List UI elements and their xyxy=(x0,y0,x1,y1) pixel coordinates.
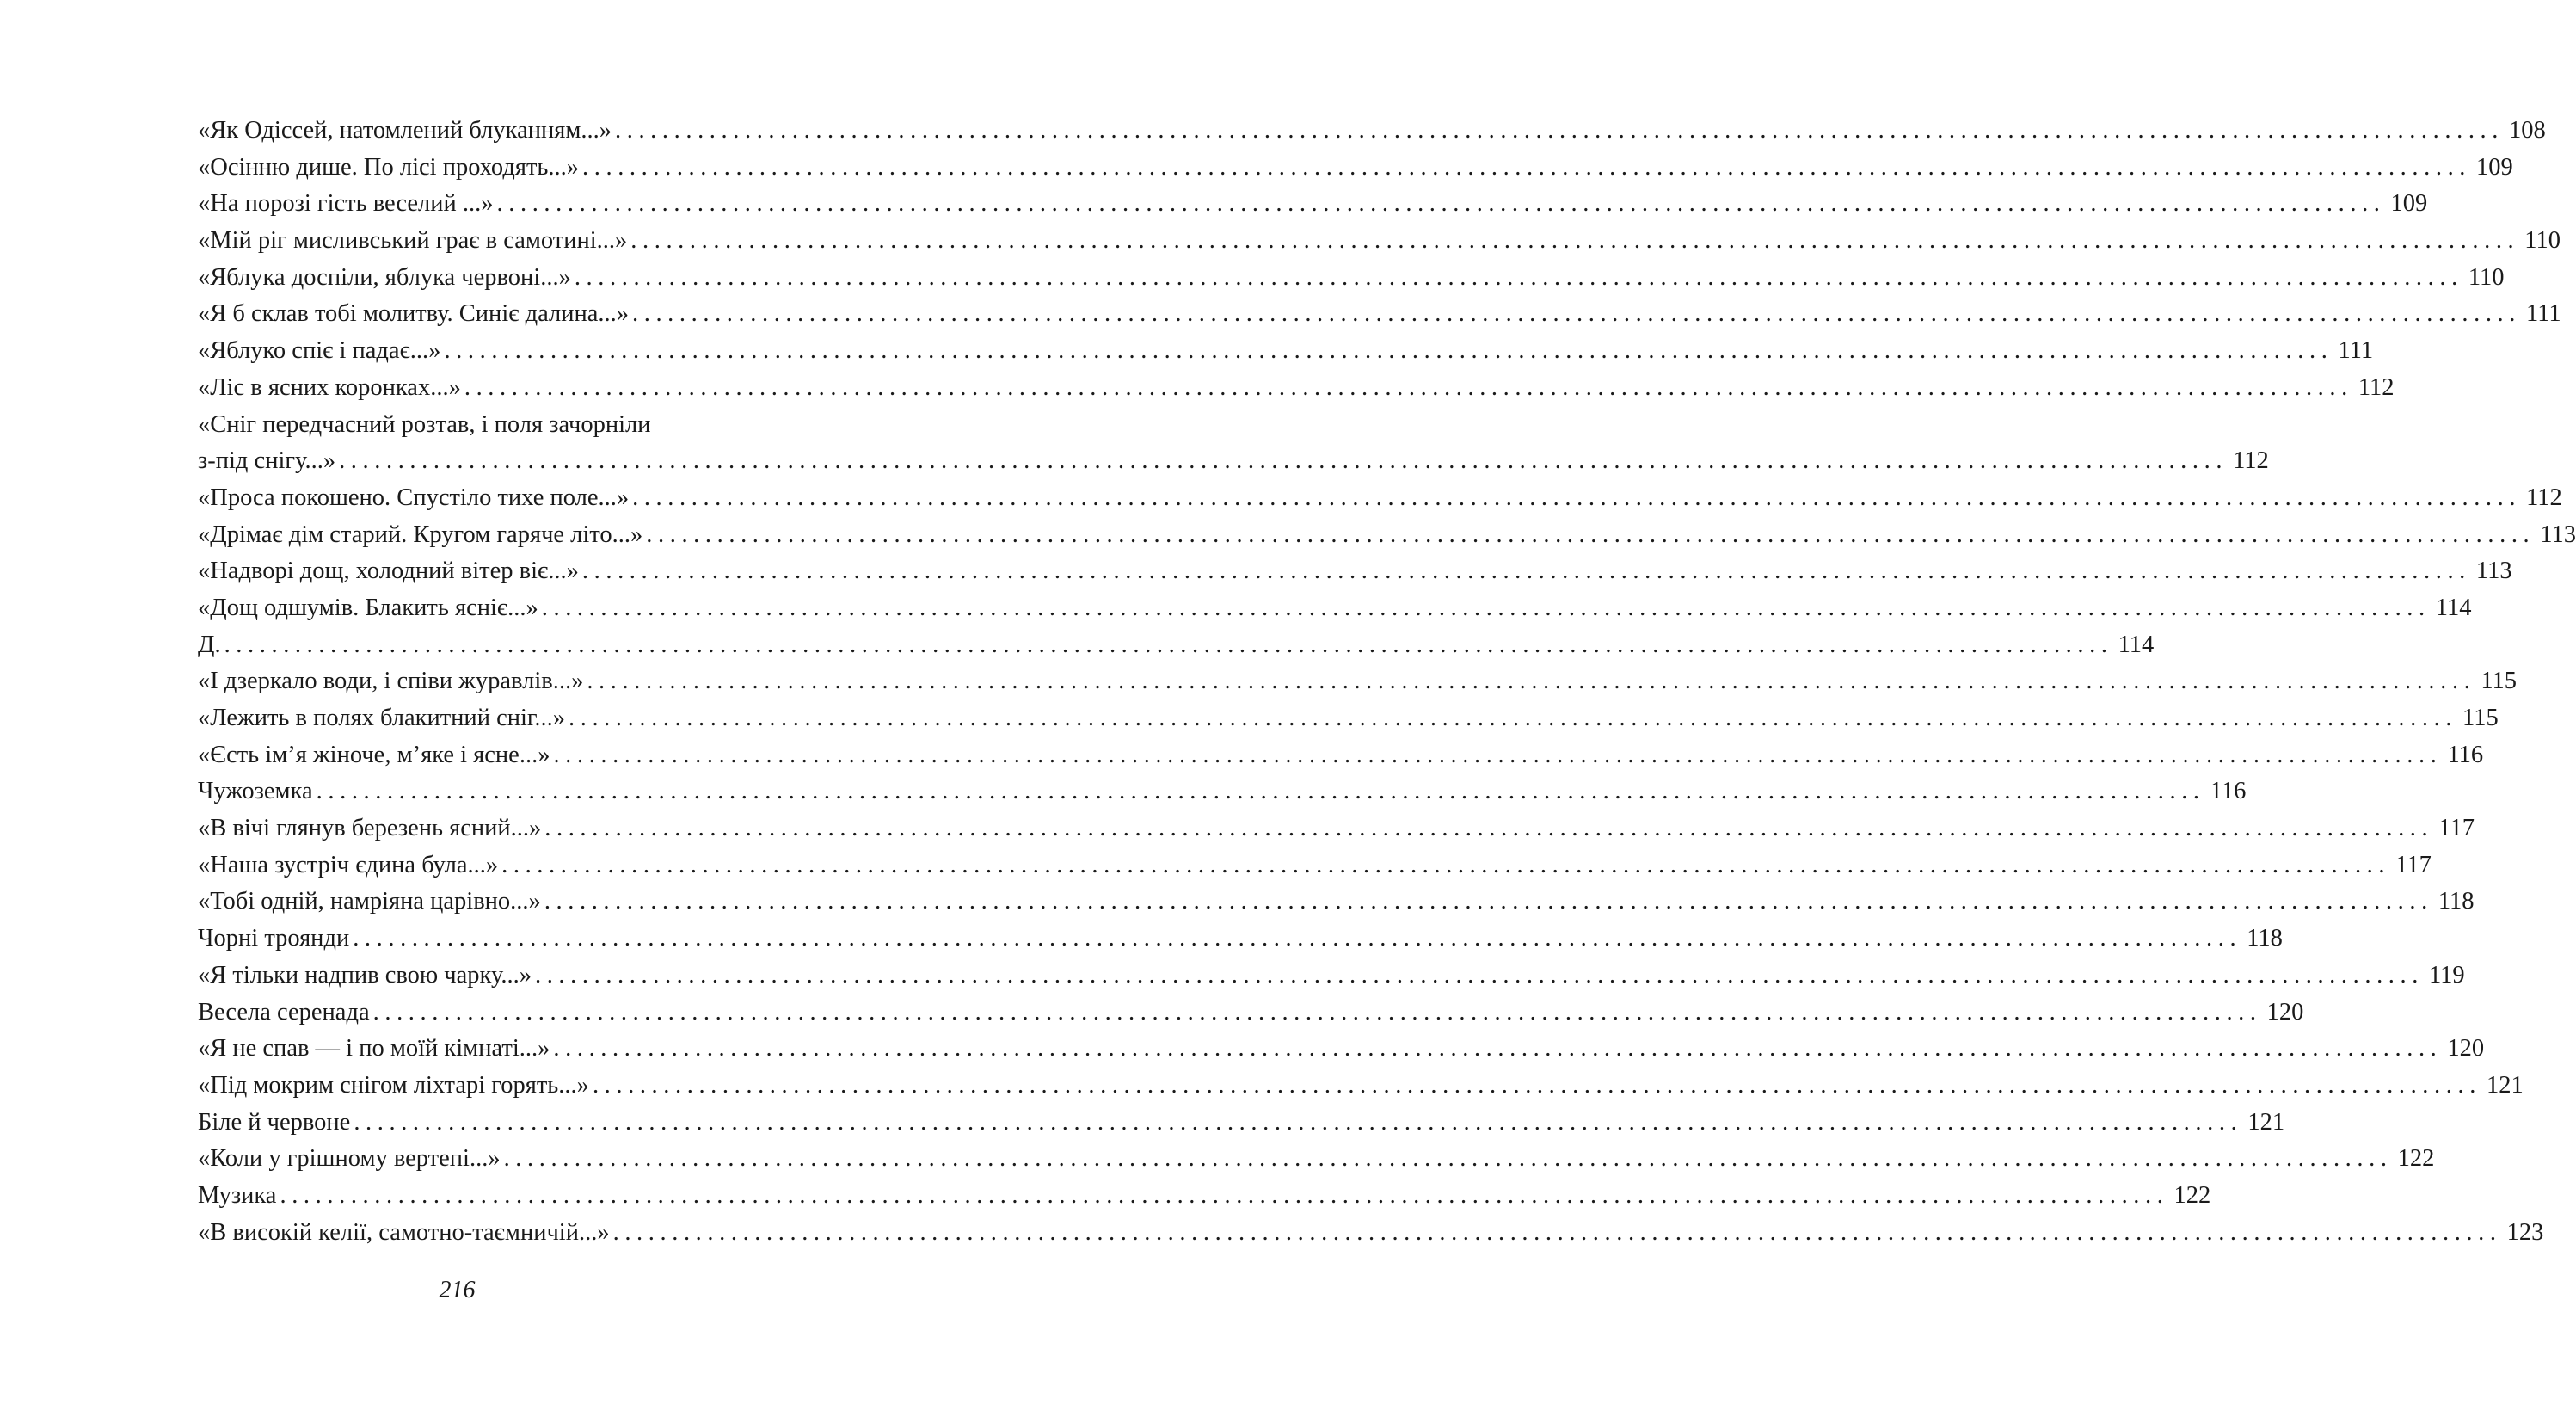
dot-leader: ................................................................................................................................................................ xyxy=(501,851,2391,878)
dot-leader: ................................................................................................................................................................ xyxy=(569,705,2457,731)
toc-entry-title: Д. xyxy=(198,631,221,658)
toc-entry-page: 112 xyxy=(2358,373,2395,401)
dot-leader: ................................................................................................................................................................ xyxy=(544,815,2434,842)
toc-entry-title: «В високій келії, самотно-таємничій...» xyxy=(198,1218,610,1246)
toc-entry-page: 108 xyxy=(2509,117,2546,144)
toc-entry xyxy=(198,590,2472,627)
toc-entry-title: Музика xyxy=(198,1181,277,1209)
toc-entry-title: «Я не спав — і по моїй кімнаті...» xyxy=(198,1035,550,1063)
toc-entry-page: 111 xyxy=(2338,337,2374,365)
toc-entry-title: «Осінню дише. По лісі проходять...» xyxy=(198,153,580,181)
toc-entry-title: «Як Одіссей, натомлений блуканням...» xyxy=(198,117,612,144)
dot-leader: ................................................................................................................................................................ xyxy=(646,521,2536,548)
toc-entry xyxy=(198,260,2505,297)
toc-entry xyxy=(198,517,2576,554)
toc-entry-page: 110 xyxy=(2524,227,2561,255)
toc-entry-page: 112 xyxy=(2526,484,2562,511)
toc-entry-page: 109 xyxy=(2390,190,2428,218)
toc-entry xyxy=(198,370,2395,407)
toc-entry-page: 113 xyxy=(2475,557,2512,585)
toc-entry-title: «Ліс в ясних коронках...» xyxy=(198,373,461,401)
toc-entry-title: «Я б склав тобі молитву. Синіє далина...» xyxy=(198,300,629,328)
toc-entry-page: 120 xyxy=(2447,1035,2485,1063)
toc-entry xyxy=(198,407,834,444)
table-of-contents xyxy=(198,113,2576,1251)
toc-entry-page: 111 xyxy=(2526,300,2561,328)
toc-entry-page: 119 xyxy=(2428,961,2465,989)
dot-leader: ................................................................................................................................................................ xyxy=(574,263,2463,291)
toc-entry-page: 117 xyxy=(2395,851,2432,878)
toc-entry-title: «Єсть ім’я жіноче, м’яке і ясне...» xyxy=(198,741,550,768)
toc-entry xyxy=(198,443,2269,480)
toc-entry-page: 122 xyxy=(2397,1145,2435,1173)
toc-entry-title: «Дощ одшумів. Блакить ясніє...» xyxy=(198,594,538,621)
dot-leader: ................................................................................................................................................................ xyxy=(354,1108,2243,1136)
dot-leader: ................................................................................................................................................................ xyxy=(503,1145,2393,1173)
toc-entry xyxy=(198,663,2518,700)
toc-entry-page: 112 xyxy=(2233,447,2269,475)
toc-entry-page: 121 xyxy=(2486,1071,2524,1099)
toc-entry-title: «Тобі одній, намріяна царівно...» xyxy=(198,888,541,915)
toc-entry xyxy=(198,1068,2524,1105)
toc-entry-page: 117 xyxy=(2438,815,2475,842)
toc-entry-page: 122 xyxy=(2173,1181,2211,1209)
toc-entry-title: «Надворі дощ, холодний вітер віє...» xyxy=(198,557,579,585)
dot-leader: ................................................................................................................................................................ xyxy=(581,557,2471,585)
toc-entry xyxy=(198,480,2562,517)
toc-entry xyxy=(198,1105,2285,1142)
toc-entry-title: «Сніг передчасний розтав, і поля зачорніли xyxy=(198,410,651,438)
toc-entry-page: 110 xyxy=(2468,263,2505,291)
toc-entry-page: 118 xyxy=(2438,888,2475,915)
toc-entry-title: «Проса покошено. Спустіло тихе поле...» xyxy=(198,484,630,511)
toc-entry-page: 121 xyxy=(2247,1108,2285,1136)
toc-entry xyxy=(198,1215,2544,1252)
toc-entry-page: 123 xyxy=(2506,1218,2544,1246)
dot-leader: ................................................................................................................................................................ xyxy=(612,1218,2502,1246)
toc-entry-page: 113 xyxy=(2540,521,2576,548)
dot-leader: ................................................................................................................................................................ xyxy=(316,778,2205,805)
toc-entry-title: «І дзеркало води, і співи журавлів...» xyxy=(198,668,584,695)
toc-entry xyxy=(198,553,2512,590)
toc-entry xyxy=(198,884,2475,921)
dot-leader: ................................................................................................................................................................ xyxy=(339,447,2229,475)
dot-leader: ................................................................................................................................................................ xyxy=(582,153,2472,181)
toc-entry-title: «Лежить в полях блакитний сніг...» xyxy=(198,705,565,731)
toc-entry xyxy=(198,186,2428,223)
toc-entry xyxy=(198,627,2155,664)
toc-entry-page: 116 xyxy=(2447,741,2484,768)
toc-entry xyxy=(198,1031,2485,1068)
toc-entry-title: «Під мокрим снігом ліхтарі горять...» xyxy=(198,1071,589,1099)
toc-entry xyxy=(198,773,2247,810)
toc-entry xyxy=(198,1178,2211,1215)
toc-entry xyxy=(198,958,2465,995)
toc-entry-title: «Наша зустріч єдина була...» xyxy=(198,851,499,878)
toc-entry-page: 109 xyxy=(2476,153,2513,181)
dot-leader: ................................................................................................................................................................ xyxy=(353,925,2242,952)
toc-entry-page: 116 xyxy=(2210,778,2247,805)
toc-entry xyxy=(198,995,2304,1032)
page-number: 216 xyxy=(439,1277,476,1303)
toc-entry-page: 118 xyxy=(2247,925,2283,952)
dot-leader: ................................................................................................................................................................ xyxy=(541,594,2431,621)
toc-entry-title: «Мій ріг мисливський грає в самотині...» xyxy=(198,227,628,255)
toc-entry-page: 115 xyxy=(2462,705,2499,731)
toc-entry xyxy=(198,333,2374,370)
toc-entry-title: «Яблука доспіли, яблука червоні...» xyxy=(198,263,571,291)
toc-entry xyxy=(198,150,2513,187)
toc-entry-title: Весела серенада xyxy=(198,998,370,1026)
toc-entry-title: «В вічі глянув березень ясний...» xyxy=(198,815,542,842)
toc-entry xyxy=(198,113,2546,150)
toc-entry xyxy=(198,296,2561,333)
dot-leader: ................................................................................................................................................................ xyxy=(553,741,2443,768)
toc-entry-title: «Дрімає дім старий. Кругом гаряче літо...» xyxy=(198,521,643,548)
toc-entry-title: «На порозі гість веселий ...» xyxy=(198,190,494,218)
dot-leader: ................................................................................................................................................................ xyxy=(280,1181,2169,1209)
dot-leader: ................................................................................................................................................................ xyxy=(496,190,2386,218)
toc-entry-page: 114 xyxy=(2118,631,2155,658)
dot-leader: ................................................................................................................................................................ xyxy=(592,1071,2481,1099)
toc-entry xyxy=(198,1141,2435,1178)
dot-leader: ................................................................................................................................................................ xyxy=(464,373,2353,401)
toc-entry-page: 120 xyxy=(2266,998,2304,1026)
toc-entry-title: «Я тільки надпив свою чарку...» xyxy=(198,961,532,989)
toc-entry-title: Чорні троянди xyxy=(198,925,350,952)
dot-leader: ................................................................................................................................................................ xyxy=(534,961,2424,989)
dot-leader: ................................................................................................................................................................ xyxy=(544,888,2433,915)
toc-entry-page: 114 xyxy=(2435,594,2472,621)
dot-leader: ................................................................................................................................................................ xyxy=(372,998,2262,1026)
dot-leader: ................................................................................................................................................................ xyxy=(632,300,2521,328)
toc-entry xyxy=(198,737,2484,774)
toc-entry-title: «Коли у грішному вертепі...» xyxy=(198,1145,501,1173)
toc-entry xyxy=(198,847,2432,884)
dot-leader: ................................................................................................................................................................ xyxy=(587,668,2476,695)
dot-leader: ................................................................................................................................................................ xyxy=(632,484,2522,511)
toc-entry xyxy=(198,700,2499,737)
toc-entry xyxy=(198,921,2283,958)
toc-entry xyxy=(198,810,2475,847)
dot-leader: ................................................................................................................................................................ xyxy=(630,227,2520,255)
toc-entry-title: з-під снігу...» xyxy=(198,447,336,475)
dot-leader: ................................................................................................................................................................ xyxy=(444,337,2333,365)
toc-entry-title: Чужоземка xyxy=(198,778,313,805)
toc-entry xyxy=(198,223,2561,260)
dot-leader: ................................................................................................................................................................ xyxy=(615,117,2504,144)
dot-leader: ................................................................................................................................................................ xyxy=(224,631,2113,658)
toc-entry-title: «Яблуко спіє і падає...» xyxy=(198,337,441,365)
toc-entry-page: 115 xyxy=(2481,668,2518,695)
toc-entry-title: Біле й червоне xyxy=(198,1108,351,1136)
dot-leader: ................................................................................................................................................................ xyxy=(553,1035,2443,1063)
